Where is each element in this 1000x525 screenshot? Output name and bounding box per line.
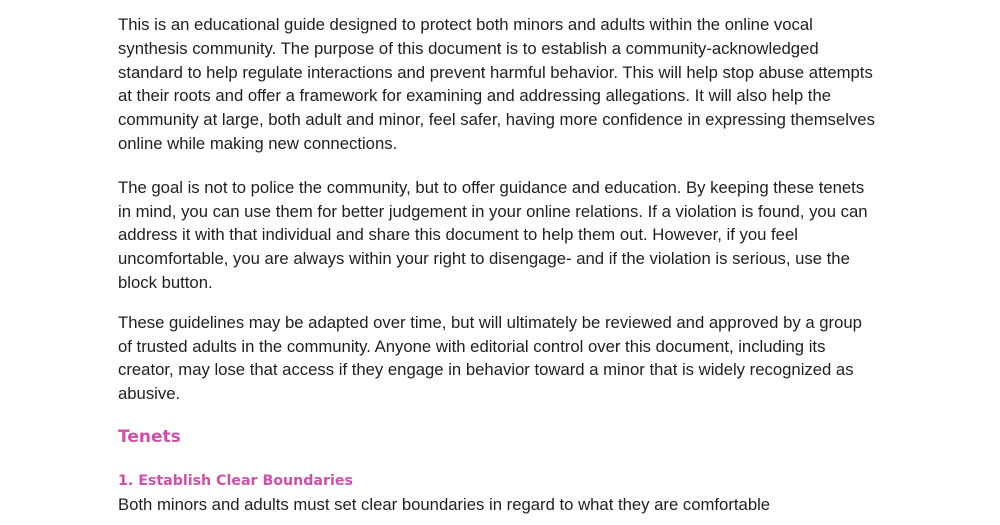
document-body (118, 13, 878, 514)
intro-paragraph: This is an educational guide designed to protect both minors and adults within the online vocal synthesis community. The purpose of this document is to establish a community-acknowledged standard to help regulate interactions and prevent harmful behavior. This will help stop abuse attempts at their roots and offer a framework for examining and addressing allegations. It will also help the community at large, both adult and minor, feel safer, having more confidence in expressing themselves online while making new connections. (118, 15, 875, 153)
section-heading-tenets: Tenets (118, 427, 181, 447)
goal-paragraph: The goal is not to police the community, but to offer guidance and education. By keeping these tenets in mind, you can use them for better judgement in your online relations. If a violation is found, you can address it with that individual and share this document to help them out. However, if you feel uncomfortable, you are always within your right to disengage- and if the violation is serious, use the block button. (118, 177, 868, 292)
guidelines-paragraph: These guidelines may be adapted over time, but will ultimately be reviewed and approved by a group of trusted adults in the community. Anyone with editorial control over this document, including its creator, may lose that access if they engage in behavior toward a minor that is widely recognized as abusive. (118, 312, 862, 404)
subsection-paragraph: Both minors and adults must set clear boundaries in regard to what they are comfortable (118, 495, 771, 514)
subsection-heading: 1. Establish Clear Boundaries (118, 473, 353, 489)
